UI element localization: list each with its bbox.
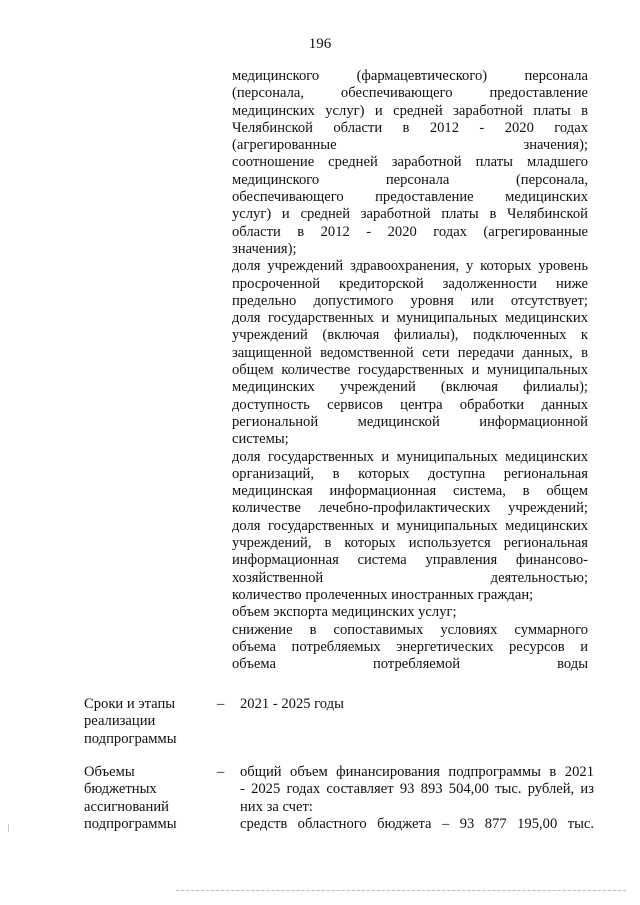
text-line: (агрегированные значения);: [232, 137, 588, 154]
text-line: защищенной ведомственной сети передачи данных, в: [232, 344, 588, 361]
indicator-item: [232, 154, 588, 258]
text-line: соотношение средней заработной платы младшего: [232, 154, 588, 171]
text-line: количестве лечебно-профилактических учреждений;: [232, 500, 588, 517]
text-line: учреждений, в которых используется региональная: [232, 535, 588, 552]
text-line: снижение в сопоставимых условиях суммарного: [232, 621, 588, 638]
text-line: количество пролеченных иностранных граждан;: [232, 586, 534, 603]
text-line: обеспечивающего предоставление медицинских: [232, 189, 588, 206]
label-line: подпрограммы: [84, 815, 177, 832]
value-line: них за счет:: [240, 798, 313, 815]
text-line: общем количестве государственных и муниципальных: [232, 362, 588, 379]
indicator-item: [232, 449, 588, 518]
text-line: Челябинской области в 2012 - 2020 годах: [232, 119, 588, 136]
text-line: доля государственных и муниципальных медицинских: [232, 448, 588, 465]
text-line: медицинского (фармацевтического) персонала: [232, 68, 588, 84]
text-line: доля учреждений здравоохранения, у которых уровень: [232, 258, 588, 275]
indicator-item: [232, 518, 588, 587]
text-line: просроченной кредиторской задолженности ниже: [232, 275, 588, 292]
value-line: общий объем финансирования подпрограммы в 2021: [240, 764, 594, 780]
text-line: услуг) и средней заработной платы в Челябинской: [232, 206, 588, 223]
label-line: ассигнований: [84, 798, 169, 815]
row-value: [240, 764, 594, 833]
text-line: медицинских учреждений (включая филиалы);: [232, 379, 588, 396]
text-line: объем экспорта медицинских услуг;: [232, 604, 457, 621]
row-label: [84, 764, 204, 833]
indicator-item: [232, 258, 588, 310]
text-line: предельно допустимого уровня или отсутствует;: [232, 292, 588, 309]
text-line: области в 2012 - 2020 годах (агрегированные: [232, 223, 588, 240]
value-line: 2021 - 2025 годы: [240, 696, 344, 712]
text-line: значения);: [232, 240, 297, 257]
row-dash: –: [217, 696, 225, 712]
text-line: доступность сервисов центра обработки данных: [232, 396, 588, 413]
indicator-item: [232, 604, 588, 621]
text-line: объема потребляемой воды: [232, 656, 588, 673]
page-number: 196: [308, 36, 332, 52]
text-line: медицинского персонала (персонала,: [232, 171, 588, 188]
row-dash: –: [217, 764, 225, 780]
label-line: реализации: [84, 713, 156, 730]
indicator-list: [232, 68, 588, 673]
text-line: (персонала, обеспечивающего предоставление: [232, 85, 588, 102]
indicator-item: [232, 68, 588, 154]
text-line: медицинская информационная система, в общем: [232, 483, 588, 500]
text-line: учреждений (включая филиалы), подключенных к: [232, 327, 588, 344]
scan-margin-mark: [8, 824, 9, 832]
text-line: доля государственных и муниципальных медицинских: [232, 517, 588, 534]
text-line: системы;: [232, 431, 289, 448]
label-line: Сроки и этапы: [84, 696, 176, 712]
label-line: бюджетных: [84, 781, 157, 798]
text-line: хозяйственной деятельностью;: [232, 569, 588, 586]
indicator-item: [232, 310, 588, 396]
indicator-item: [232, 397, 588, 449]
text-line: организаций, в которых доступна региональная: [232, 465, 588, 482]
row-label: [84, 696, 204, 748]
text-line: региональной медицинской информационной: [232, 413, 588, 430]
scan-footer-line: [176, 890, 626, 891]
text-line: объема потребляемых энергетических ресурсов и: [232, 638, 588, 655]
indicator-item: [232, 587, 588, 604]
label-line: подпрограммы: [84, 730, 177, 747]
row-value: [240, 696, 594, 713]
value-line: средств областного бюджета – 93 877 195,00 тыс.: [240, 815, 594, 832]
text-line: доля государственных и муниципальных медицинских: [232, 310, 588, 327]
text-line: информационная система управления финансово-: [232, 552, 588, 569]
indicator-item: [232, 622, 588, 674]
text-line: медицинских услуг) и средней заработной платы в: [232, 102, 588, 119]
label-line: Объемы: [84, 764, 135, 780]
value-line: - 2025 годах составляет 93 893 504,00 тыс. рублей, из: [240, 781, 594, 798]
